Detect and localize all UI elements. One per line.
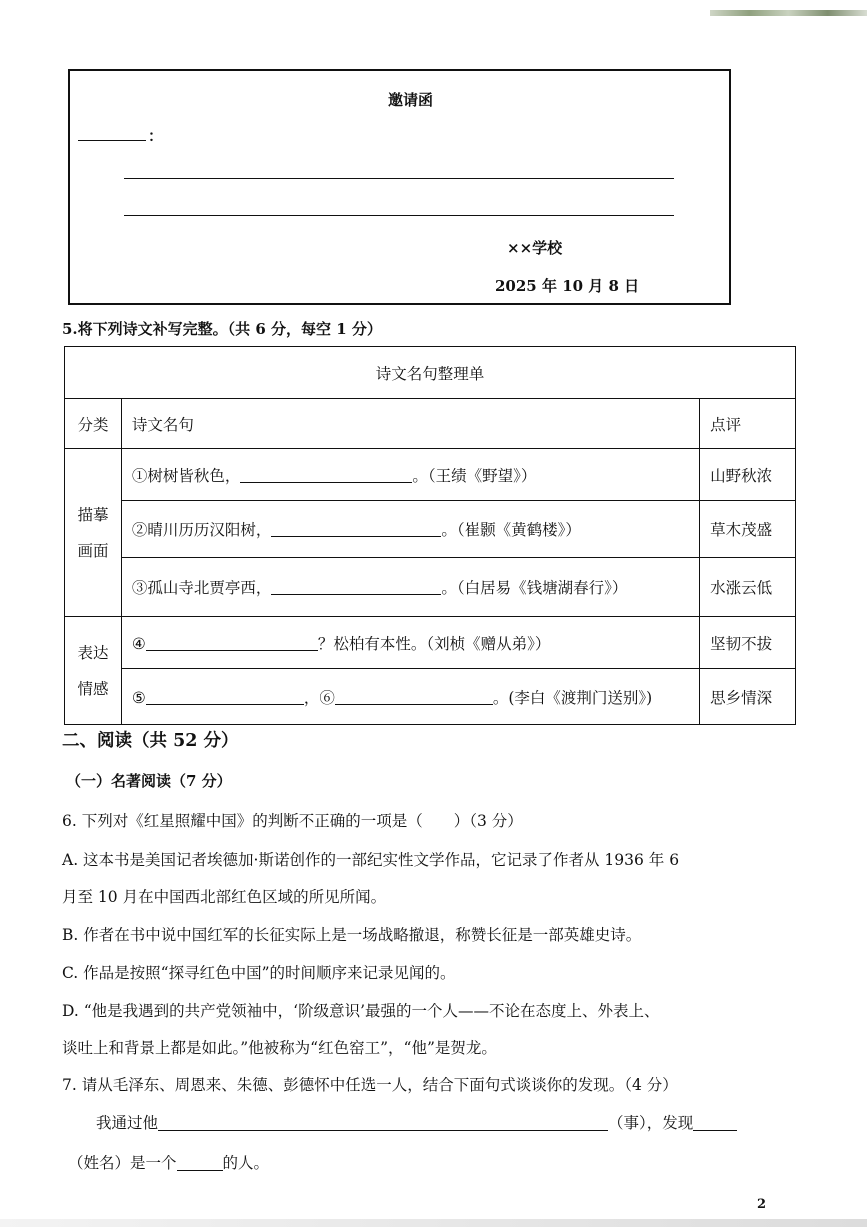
comment-1: 山野秋浓 (700, 449, 796, 501)
poem-line-3: ③孤山寺北贾亭西， 。（白居易《钱塘湖春行》） (121, 558, 699, 617)
q6-option-d-line1: D. “他是我遇到的共产党领袖中，‘阶级意识’最强的一个人——不论在态度上、外表上、 (62, 1002, 660, 1020)
scan-edge-strip-top (710, 10, 867, 16)
subsection-heading: （一）名著阅读（7 分） (66, 772, 232, 790)
header-category: 分类 (65, 399, 122, 449)
answer-blank-3[interactable] (271, 579, 441, 595)
poem-line-1: ①树树皆秋色， 。（王绩《野望》） (121, 449, 699, 501)
page-number: 2 (757, 1197, 767, 1212)
answer-blank-5[interactable] (146, 689, 304, 705)
q7-blank-trait[interactable] (177, 1154, 223, 1171)
q7-sentence-line2: （姓名）是一个 的人。 (68, 1154, 270, 1172)
scan-edge-strip-bottom (0, 1219, 867, 1227)
section-heading: 二、阅读（共 52 分） (62, 731, 239, 751)
q6-option-a-line2: 月至 10 月在中国西北部红色区域的所见所闻。 (62, 888, 387, 906)
category-describe: 描摹 画面 (65, 449, 122, 617)
category-express: 表达 情感 (65, 617, 122, 725)
answer-blank-2[interactable] (271, 521, 441, 537)
invitation-box (68, 69, 731, 305)
answer-blank-4[interactable] (146, 635, 318, 651)
comment-4: 坚韧不拔 (700, 617, 796, 669)
q6-stem: 6. 下列对《红星照耀中国》的判断不正确的一项是（ ）（3 分） (62, 812, 523, 830)
salutation-blank (78, 140, 146, 141)
table-row (65, 558, 796, 617)
header-comment: 点评 (700, 399, 796, 449)
table-row (65, 501, 796, 558)
q7-stem: 7. 请从毛泽东、周恩来、朱德、彭德怀中任选一人，结合下面句式谈谈你的发现。（4 分） (62, 1076, 678, 1094)
table-row (65, 617, 796, 669)
comment-3: 水涨云低 (700, 558, 796, 617)
poem-line-5: ⑤ ，⑥ 。(李白《渡荆门送别》) (121, 669, 699, 725)
q7-sentence-line1: 我通过他 （事），发现 (96, 1111, 737, 1133)
salutation-colon: ： (148, 127, 164, 145)
table-row (65, 669, 796, 725)
invitation-title: 邀请函 (388, 91, 434, 109)
poem-line-2: ②晴川历历汉阳树， 。（崔颢《黄鹤楼》） (121, 501, 699, 558)
invitation-date: 2025 年 10 月 8 日 (495, 277, 640, 295)
comment-5: 思乡情深 (700, 669, 796, 725)
table-header-row (65, 399, 796, 449)
writing-line-2 (124, 215, 674, 216)
comment-2: 草木茂盛 (700, 501, 796, 558)
table-row (65, 449, 796, 501)
q5-prompt: 5.将下列诗文补写完整。（共 6 分，每空 1 分） (62, 320, 382, 338)
table-title: 诗文名句整理单 (65, 347, 796, 399)
answer-blank-6[interactable] (335, 689, 493, 705)
q6-option-a-line1: A. 这本书是美国记者埃德加·斯诺创作的一部纪实性文学作品，它记录了作者从 1936 年 6 (62, 851, 680, 869)
table-title-row (65, 347, 796, 399)
poetry-table (64, 346, 796, 725)
q6-option-b: B. 作者在书中说中国红军的长征实际上是一场战略撤退，称赞长征是一部英雄史诗。 (62, 926, 642, 944)
invitation-school: ××学校 (507, 239, 563, 257)
q6-option-c: C. 作品是按照“探寻红色中国”的时间顺序来记录见闻的。 (62, 964, 456, 982)
poem-line-4: ④ ？松柏有本性。（刘桢《赠从弟》） (121, 617, 699, 669)
writing-line-1 (124, 178, 674, 179)
header-lines: 诗文名句 (121, 399, 699, 449)
answer-blank-1[interactable] (240, 467, 412, 483)
q7-blank-finding[interactable] (693, 1114, 737, 1131)
q7-blank-event[interactable] (158, 1114, 608, 1131)
q6-option-d-line2: 谈吐上和背景上都是如此。”他被称为“红色窑工”，“他”是贺龙。 (62, 1039, 497, 1057)
